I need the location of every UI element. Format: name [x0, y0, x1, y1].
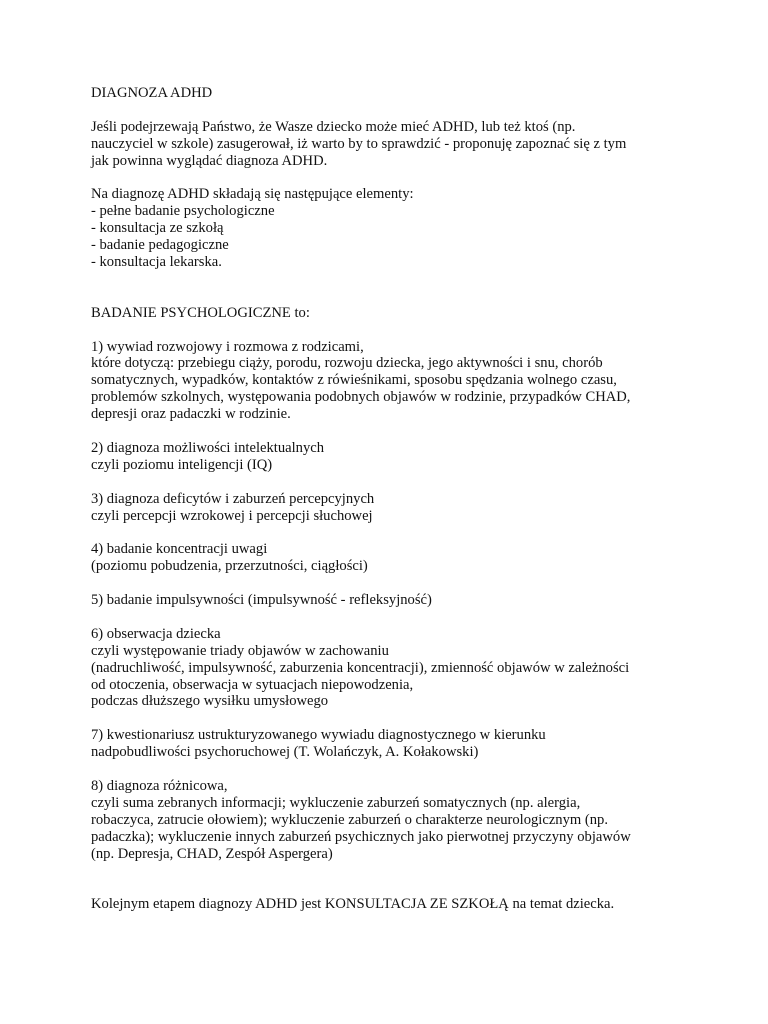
document-page — [91, 85, 731, 930]
document-paragraph — [91, 896, 731, 913]
document-paragraph — [91, 727, 731, 761]
text-line: Jeśli podejrzewają Państwo, że Wasze dziecko może mieć ADHD, lub też ktoś (np. — [91, 118, 576, 135]
document-paragraph — [91, 119, 731, 170]
text-line: Kolejnym etapem diagnozy ADHD jest KONSULTACJA ZE SZKOŁĄ na temat dziecka. — [91, 896, 615, 913]
text-line: które dotyczą: przebiegu ciąży, porodu, rozwoju dziecka, jego aktywności i snu, chorób — [91, 355, 603, 372]
text-line: - badanie pedagogiczne — [91, 237, 229, 254]
document-title: DIAGNOZA ADHD — [91, 85, 213, 101]
text-line: czyli percepcji wzrokowej i percepcji słuchowej — [91, 507, 373, 524]
text-line: Na diagnozę ADHD składają się następujące elementy: — [91, 186, 414, 203]
text-line: 1) wywiad rozwojowy i rozmowa z rodzicami, — [91, 338, 364, 355]
text-line: nadpobudliwości psychoruchowej (T. Wolańczyk, A. Kołakowski) — [91, 744, 479, 761]
text-line: padaczka); wykluczenie innych zaburzeń psychicznych jako pierwotnej przyczyny objawów — [91, 828, 631, 845]
text-line: depresji oraz padaczki w rodzinie. — [91, 406, 291, 423]
text-line: 3) diagnoza deficytów i zaburzeń percepcyjnych — [91, 490, 375, 507]
text-line: 7) kwestionariusz ustrukturyzowanego wywiadu diagnostycznego w kierunku — [91, 727, 546, 744]
text-line: BADANIE PSYCHOLOGICZNE to: — [91, 304, 310, 321]
text-line: 6) obserwacja dziecka — [91, 625, 221, 642]
text-line: robaczyca, zatrucie ołowiem); wykluczenie zaburzeń o charakterze neurologicznym (np. — [91, 811, 609, 828]
document-title-paragraph — [91, 85, 731, 102]
text-line: czyli występowanie triady objawów w zachowaniu — [91, 642, 389, 659]
document-paragraph — [91, 339, 731, 424]
document-paragraph — [91, 778, 731, 863]
text-line: (nadruchliwość, impulsywność, zaburzenia koncentracji), zmienność objawów w zależności — [91, 659, 630, 676]
text-line: od otoczenia, obserwacja w sytuacjach niepowodzenia, — [91, 676, 414, 693]
text-line: podczas dłuższego wysiłku umysłowego — [91, 693, 329, 710]
document-paragraph — [91, 541, 731, 575]
text-line: czyli suma zebranych informacji; wykluczenie zaburzeń somatycznych (np. alergia, — [91, 794, 581, 811]
document-paragraph — [91, 186, 731, 271]
text-line: (np. Depresja, CHAD, Zespół Aspergera) — [91, 845, 333, 862]
document-paragraph — [91, 592, 731, 609]
text-line: 4) badanie koncentracji uwagi — [91, 541, 268, 558]
text-line: - konsultacja lekarska. — [91, 254, 222, 271]
text-line: jak powinna wyglądać diagnoza ADHD. — [91, 152, 328, 169]
document-paragraph — [91, 440, 731, 474]
text-line: - konsultacja ze szkołą — [91, 220, 224, 237]
text-line: nauczyciel w szkole) zasugerował, iż warto by to sprawdzić - proponuję zapoznać się z tym — [91, 135, 627, 152]
text-line: 2) diagnoza możliwości intelektualnych — [91, 439, 325, 456]
document-paragraph — [91, 626, 731, 711]
document-paragraph — [91, 305, 731, 322]
text-line: problemów szkolnych, występowania podobnych objawów w rodzinie, przypadków CHAD, — [91, 389, 631, 406]
text-line: (poziomu pobudzenia, przerzutności, ciągłości) — [91, 558, 368, 575]
text-line: 8) diagnoza różnicowa, — [91, 777, 228, 794]
text-line: somatycznych, wypadków, kontaktów z rówieśnikami, sposobu spędzania wolnego czasu, — [91, 372, 617, 389]
document-paragraph — [91, 491, 731, 525]
text-line: czyli poziomu inteligencji (IQ) — [91, 456, 273, 473]
text-line: 5) badanie impulsywności (impulsywność - refleksyjność) — [91, 592, 432, 609]
text-line: - pełne badanie psychologiczne — [91, 203, 275, 220]
